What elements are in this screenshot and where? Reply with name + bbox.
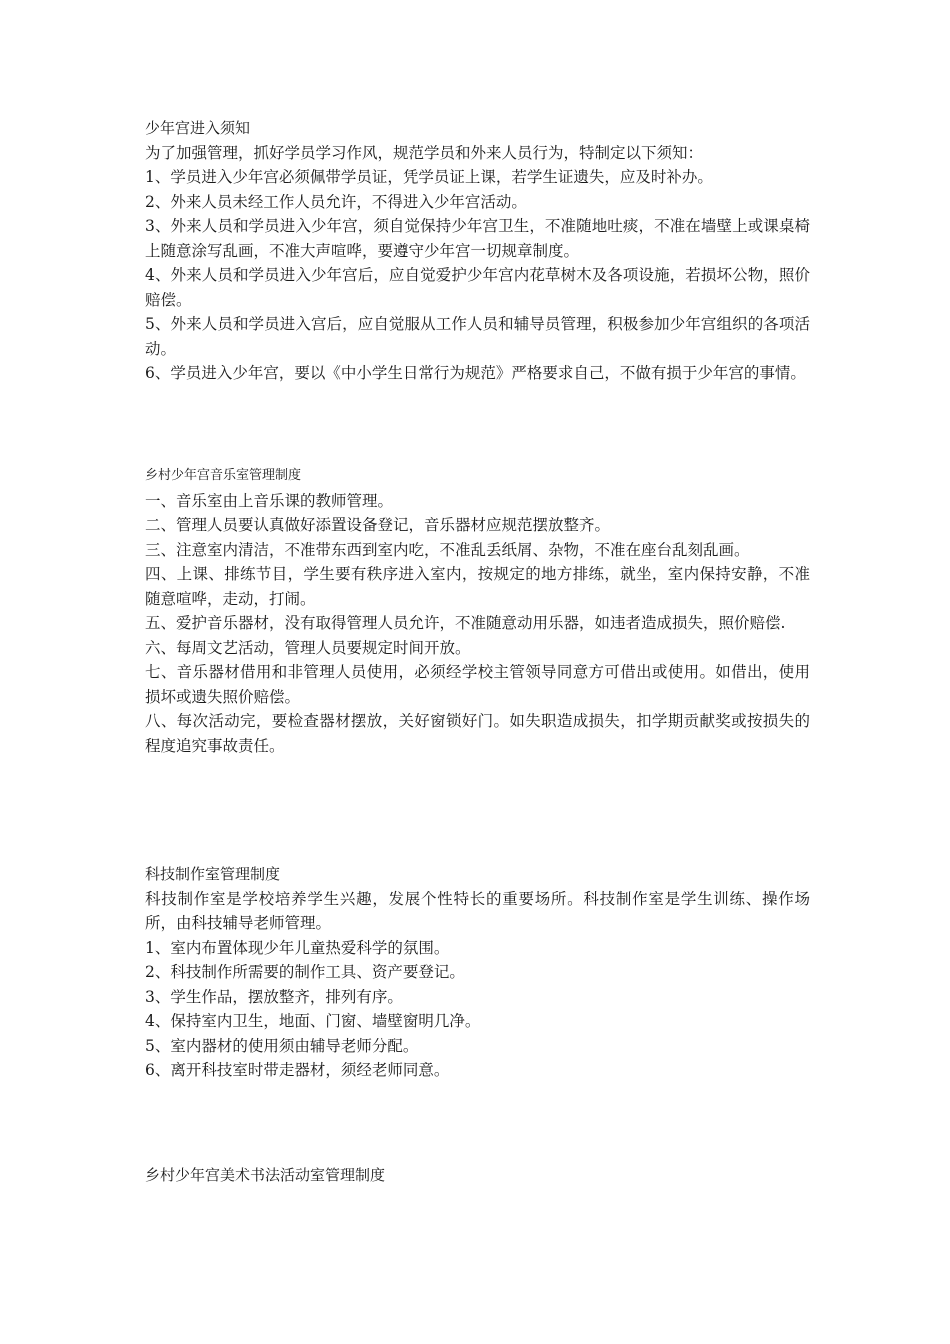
paragraph: 科技制作室是学校培养学生兴趣，发展个性特长的重要场所。科技制作室是学生训练、操作场所，由科技辅导老师管理。 [145,889,810,932]
paragraph: 五、爱护音乐器材，没有取得管理人员允许，不准随意动用乐器，如违者造成损失，照价赔偿. [145,614,786,632]
paragraph: 5、室内器材的使用须由辅导老师分配。 [145,1036,419,1055]
paragraph: 1、室内布置体现少年儿童热爱科学的氛围。 [145,938,450,957]
section-tech-room-rules [145,862,810,1083]
paragraph: 二、管理人员要认真做好添置设备登记，音乐器材应规范摆放整齐。 [145,516,611,534]
paragraph: 四、上课、排练节目，学生要有秩序进入室内，按规定的地方排练，就坐，室内保持安静，不准随意喧哗，走动，打闹。 [145,565,810,608]
section-title: 科技制作室管理制度 [145,865,281,883]
paragraph: 为了加强管理，抓好学员学习作风，规范学员和外来人员行为，特制定以下须知： [145,143,704,162]
paragraph: 2、外来人员未经工作人员允许，不得进入少年宫活动。 [145,192,527,211]
paragraph: 六、每周文艺活动，管理人员要规定时间开放。 [145,638,471,657]
paragraph: 1、学员进入少年宫必须佩带学员证，凭学员证上课，若学生证遗失，应及时补办。 [145,168,713,186]
section-title: 乡村少年宫音乐室管理制度 [145,468,302,483]
paragraph: 2、科技制作所需要的制作工具、资产要登记。 [145,963,465,981]
paragraph: 5、外来人员和学员进入宫后，应自觉服从工作人员和辅导员管理，积极参加少年宫组织的各项活动。 [145,315,810,358]
paragraph: 4、外来人员和学员进入少年宫后，应自觉爱护少年宫内花草树木及各项设施，若损坏公物，照价赔偿。 [145,266,810,309]
paragraph: 3、学生作品，摆放整齐，排列有序。 [145,987,403,1006]
paragraph: 6、学员进入少年宫，要以《中小学生日常行为规范》严格要求自己，不做有损于少年宫的事情。 [145,364,806,382]
paragraph: 一、音乐室由上音乐课的教师管理。 [145,491,394,510]
paragraph: 三、注意室内清洁，不准带东西到室内吃，不准乱丢纸屑、杂物，不准在座台乱刻乱画。 [145,540,750,559]
section-title: 乡村少年宫美术书法活动室管理制度 [145,1166,386,1184]
paragraph: 6、离开科技室时带走器材，须经老师同意。 [145,1061,450,1079]
section-title: 少年宫进入须知 [145,119,251,137]
paragraph: 八、每次活动完，要检查器材摆放，关好窗锁好门。如失职造成损失，扣学期贡献奖或按损失的程度追究事故责任。 [145,712,810,755]
paragraph: 七、音乐器材借用和非管理人员使用，必须经学校主管领导同意方可借出或使用。如借出，使用损坏或遗失照价赔偿。 [145,663,810,706]
section-art-calligraphy-rules [145,1163,810,1188]
section-music-room-rules [145,464,810,758]
section-entry-notice [145,116,810,386]
paragraph: 4、保持室内卫生，地面、门窗、墙壁窗明几净。 [145,1012,481,1030]
paragraph: 3、外来人员和学员进入少年宫，须自觉保持少年宫卫生，不准随地吐痰，不准在墙壁上或课桌椅上随意涂写乱画，不准大声喧哗，要遵守少年宫一切规章制度。 [145,217,810,260]
